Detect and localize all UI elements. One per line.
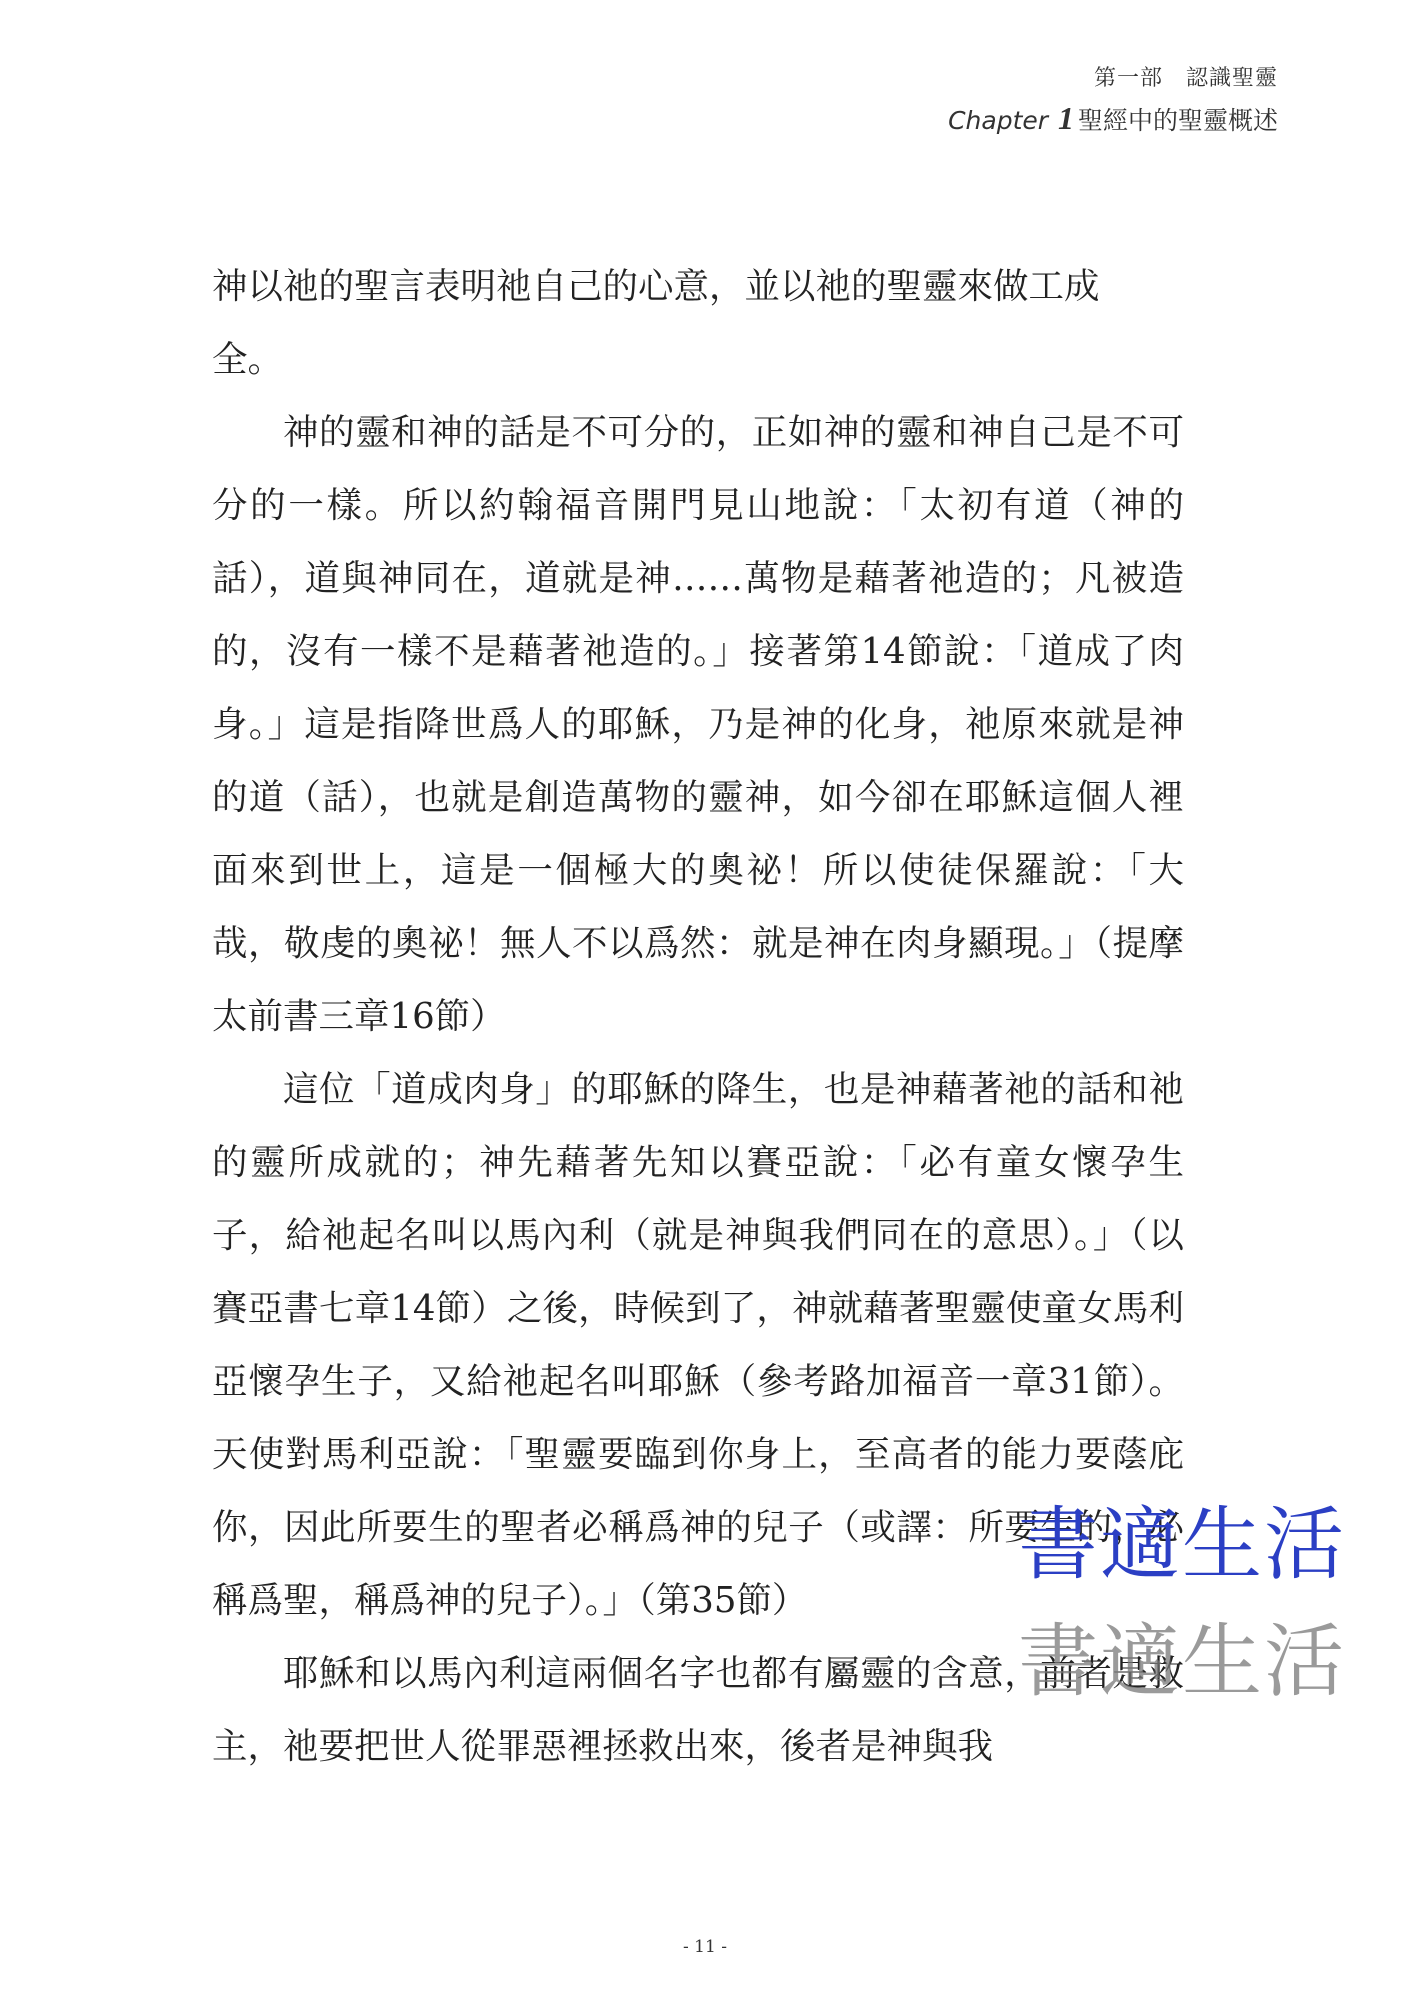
watermark-gray: 書適生活 <box>1018 1615 1346 1708</box>
chapter-number: 1 <box>1057 100 1074 136</box>
paragraph: 神的靈和神的話是不可分的，正如神的靈和神自己是不可分的一樣。所以約翰福音開門見山地說：「太初有道（神的話），道與神同在，道就是神……萬物是藉著祂造的；凡被造的，沒有一樣不是藉著祂造的。」接著第14節說：「道成了肉身。」這是指降世爲人的耶穌，乃是神的化身，祂原來就是神的道（話），也就是創造萬物的靈神，如今卻在耶穌這個人裡面來到世上，這是一個極大的奧祕！所以使徒保羅說：「大哉，敬虔的奧祕！無人不以爲然：就是神在肉身顯現。」（提摩太前書三章16節） <box>212 412 1184 1037</box>
paragraph: 這位「道成肉身」的耶穌的降生，也是神藉著祂的話和祂的靈所成就的；神先藉著先知以賽亞說：「必有童女懷孕生子，給祂起名叫以馬內利（就是神與我們同在的意思）。」（以賽亞書七章14節）之後，時候到了，神就藉著聖靈使童女馬利亞懷孕生子，又給祂起名叫耶穌（參考路加福音一章31節）。天使對馬利亞說：「聖靈要臨到你身上，至高者的能力要蔭庇你，因此所要生的聖者必稱爲神的兒子（或譯：所要生的，必稱爲聖，稱爲神的兒子）。」（第35節） <box>212 1069 1184 1621</box>
paragraph: 神以祂的聖言表明祂自己的心意，並以祂的聖靈來做工成 全。 <box>212 266 1100 380</box>
page-number: - 11 - <box>683 1937 727 1957</box>
chapter-heading <box>948 96 1278 143</box>
running-header <box>948 62 1278 143</box>
chapter-title: 聖經中的聖靈概述 <box>1077 106 1278 135</box>
paragraph: 耶穌和以馬內利這兩個名字也都有屬靈的含意，前者是救主，祂要把世人從罪惡裡拯救出來，後者是神與我 <box>212 1653 1184 1767</box>
watermark-blue: 書適生活 <box>1018 1498 1346 1591</box>
chapter-label: Chapter <box>948 106 1049 135</box>
part-title: 第一部 認識聖靈 <box>1093 66 1278 91</box>
